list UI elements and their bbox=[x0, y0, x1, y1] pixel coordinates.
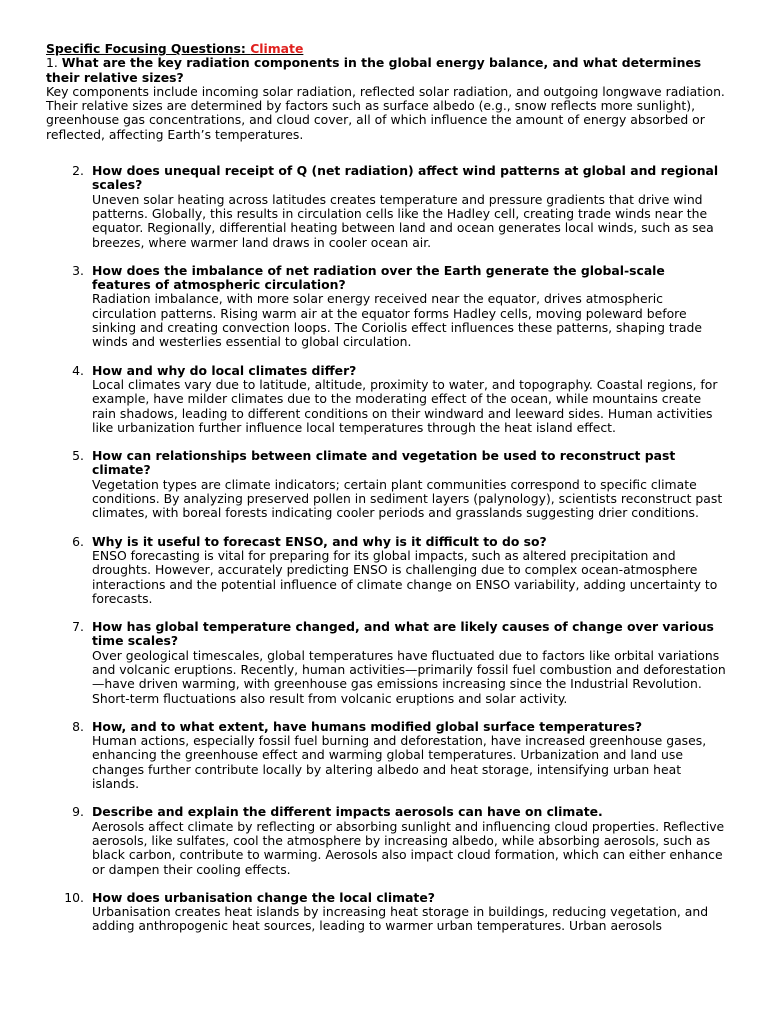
question-text: How can relationships between climate and vegetation be used to reconstruct past climate? bbox=[92, 448, 676, 478]
question-item bbox=[46, 535, 726, 606]
answer-text: Local climates vary due to latitude, altitude, proximity to water, and topography. Coastal regions, for example, have milder climates due to the moderating effect of the ocean, while mountains create rain shadows, leading to different conditions on their windward and leeward sides. Human activities like urbanization further influence local temperatures through the heat island effect. bbox=[92, 376, 718, 435]
question-item bbox=[46, 720, 726, 791]
question-number: 4. bbox=[72, 362, 84, 378]
question-item bbox=[46, 891, 726, 934]
answer-text: ENSO forecasting is vital for preparing for its global impacts, such as altered precipitation and droughts. However, accurately predicting ENSO is challenging due to complex ocean-atmosphere interactions and the potential influence of climate change on ENSO variability, adding uncertainty to forecasts. bbox=[92, 547, 718, 606]
question-text: How does unequal receipt of Q (net radiation) affect wind patterns at global and regional scales? bbox=[92, 163, 719, 193]
question-number: 9. bbox=[72, 804, 84, 820]
question-item bbox=[46, 264, 726, 350]
question-text: How has global temperature changed, and what are likely causes of change over various time scales? bbox=[92, 619, 714, 649]
question-1-text: What are the key radiation components in the global energy balance, and what determines their relative sizes? bbox=[46, 55, 702, 85]
question-number: 6. bbox=[72, 533, 84, 549]
answer-text: Over geological timescales, global temperatures have fluctuated due to factors like orbital variations and volcanic eruptions. Recently, human activities—primarily fossil fuel combustion and deforestation—have driven warming, with greenhouse gas emissions increasing since the Industrial Revolution. Short-term fluctuations also result from volcanic eruptions and solar activity. bbox=[92, 647, 726, 706]
heading-topic: Climate bbox=[250, 41, 304, 56]
answer-text: Aerosols affect climate by reflecting or absorbing sunlight and influencing cloud properties. Reflective aerosols, like sulfates, cool the atmosphere by increasing albedo, while absorbing aerosols, such as black carbon, contribute to warming. Aerosols also impact cloud formation, which can either enhance or dampen their cooling effects. bbox=[92, 818, 725, 877]
answer-text: Urbanisation creates heat islands by increasing heat storage in buildings, reducing vegetation, and adding anthropogenic heat sources, leading to warmer urban temperatures. Urban aerosols bbox=[92, 904, 709, 934]
question-number: 3. bbox=[72, 262, 84, 278]
question-text: How, and to what extent, have humans modified global surface temperatures? bbox=[92, 718, 643, 734]
question-item bbox=[46, 449, 726, 520]
question-text: How does the imbalance of net radiation over the Earth generate the global-scale features of atmospheric circulation? bbox=[92, 262, 665, 293]
question-number: 10. bbox=[64, 889, 84, 905]
heading-label: Specific Focusing Questions: bbox=[46, 41, 251, 56]
question-item bbox=[46, 164, 726, 250]
page-heading bbox=[46, 42, 726, 56]
question-item bbox=[46, 620, 726, 706]
question-number: 7. bbox=[72, 619, 84, 635]
document-page bbox=[46, 42, 726, 934]
question-item bbox=[46, 364, 726, 435]
question-number: 5. bbox=[72, 448, 84, 464]
question-1-number: 1. bbox=[46, 55, 62, 71]
question-1 bbox=[46, 56, 726, 85]
answer-1: Key components include incoming solar radiation, reflected solar radiation, and outgoing longwave radiation. Their relative sizes are determined by factors such as surface albedo (e.g., snow reflects more sunlight), greenhouse gas concentrations, and cloud cover, all of which influence the amount of energy absorbed or reflected, affecting Earth’s temperatures. bbox=[46, 83, 725, 142]
answer-text: Human actions, especially fossil fuel burning and deforestation, have increased greenhouse gases, enhancing the greenhouse effect and warming global temperatures. Urbanization and land use changes further contribute locally by altering albedo and heat storage, intensifying urban heat islands. bbox=[92, 733, 707, 792]
answer-text: Radiation imbalance, with more solar energy received near the equator, drives atmospheric circulation patterns. Rising warm air at the equator forms Hadley cells, moving poleward before sinking and creating convection loops. The Coriolis effect influences these patterns, shaping trade winds and westerlies essential to global circulation. bbox=[92, 291, 702, 350]
question-text: Why is it useful to forecast ENSO, and why is it difficult to do so? bbox=[92, 533, 547, 549]
question-number: 2. bbox=[72, 163, 84, 179]
question-text: How and why do local climates differ? bbox=[92, 362, 357, 378]
question-text: Describe and explain the different impacts aerosols can have on climate. bbox=[92, 804, 603, 820]
answer-text: Vegetation types are climate indicators; certain plant communities correspond to specific climate conditions. By analyzing preserved pollen in sediment layers (palynology), scientists reconstruct past climates, with boreal forests indicating cooler periods and grasslands suggesting drier conditions. bbox=[92, 476, 723, 521]
question-text: How does urbanisation change the local climate? bbox=[92, 889, 435, 905]
answer-text: Uneven solar heating across latitudes creates temperature and pressure gradients that drive wind patterns. Globally, this results in circulation cells like the Hadley cell, creating trade winds near the equator. Regionally, differential heating between land and ocean generates local winds, such as sea breezes, where warmer land draws in cooler ocean air. bbox=[92, 191, 714, 250]
question-number: 8. bbox=[72, 718, 84, 734]
question-list bbox=[46, 164, 726, 934]
question-item bbox=[46, 805, 726, 876]
